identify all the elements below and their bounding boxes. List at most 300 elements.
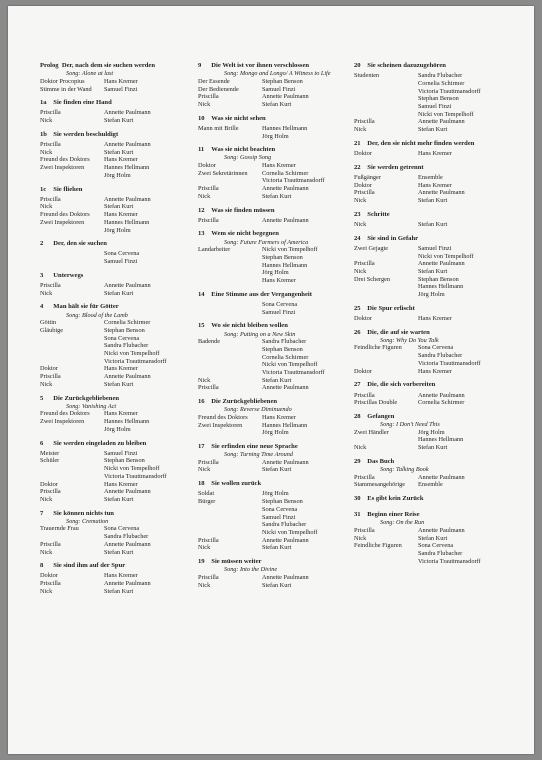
role-name xyxy=(354,291,418,299)
cast-row xyxy=(198,582,354,590)
actor-name: Stefan Kurt xyxy=(104,148,134,156)
scene-title: Sie sind in Gefahr xyxy=(367,234,419,242)
scene-heading xyxy=(198,558,354,566)
actor-name: Sona Cervena xyxy=(262,300,298,308)
actor-name: Annette Paulmann xyxy=(418,189,465,197)
scene-block xyxy=(198,322,354,392)
scene-title: Sie erfinden eine neue Sprache xyxy=(211,442,298,450)
role-name: Freund des Doktors xyxy=(40,410,90,418)
actor-name: Sandra Flubacher xyxy=(418,352,463,360)
role-name xyxy=(198,346,262,354)
actor-name: Annette Paulmann xyxy=(104,109,151,117)
song-title: Song: Cremation xyxy=(66,517,109,525)
cast-row xyxy=(354,436,524,444)
role-name: Doktor Procopius xyxy=(40,77,85,85)
scene-block xyxy=(198,480,354,552)
scene-number: 28 xyxy=(354,412,361,420)
role-name: Doktor xyxy=(354,314,372,322)
role-name: Doktor xyxy=(40,572,58,580)
cast-row xyxy=(40,290,196,298)
cast-row xyxy=(40,365,196,373)
cast-row xyxy=(354,474,524,482)
scene-number: 9 xyxy=(198,62,202,69)
cast-row xyxy=(354,315,524,323)
actor-name: Stefan Kurt xyxy=(262,100,292,108)
actor-name: Cornelia Schirmer xyxy=(418,399,465,407)
scene-title: Sie müssen weiter xyxy=(211,558,262,566)
actor-name: Annette Paulmann xyxy=(104,488,151,496)
scene-title: Was sie finden müssen xyxy=(211,206,275,214)
cast-row xyxy=(198,262,354,270)
cast-row xyxy=(354,253,524,261)
role-name: Priscilla xyxy=(198,458,219,466)
actor-name: Stephan Benson xyxy=(104,457,145,465)
cast-row xyxy=(354,344,524,352)
scene-title: Was sie nicht sehen xyxy=(211,114,266,122)
scene-title: Die, die auf sie warten xyxy=(367,328,430,336)
scene-heading xyxy=(40,62,196,70)
cast-row xyxy=(198,338,354,346)
actor-name: Victoria Trauttmansdorff xyxy=(262,177,325,185)
scene-title: Die Welt ist vor ihnen verschlossen xyxy=(211,62,310,69)
cast-row xyxy=(198,537,354,545)
cast-row xyxy=(354,481,524,489)
scene-number: 18 xyxy=(198,480,205,488)
scene-title: Sie sind ihm auf der Spur xyxy=(53,562,126,570)
scene-title: Der, den sie suchen xyxy=(53,240,107,248)
actor-name: Hans Kremer xyxy=(104,77,138,85)
role-name xyxy=(40,227,104,235)
role-name: Priscilla xyxy=(354,527,375,535)
cast-row xyxy=(40,342,196,350)
actor-name: Annette Paulmann xyxy=(418,260,465,268)
scene-heading xyxy=(354,235,524,243)
actor-name: Cornelia Schirmer xyxy=(418,79,465,87)
cast-row xyxy=(198,422,354,430)
cast-row xyxy=(198,529,354,537)
scene-block xyxy=(40,562,196,595)
scene-heading xyxy=(40,272,196,280)
cast-row xyxy=(198,414,354,422)
scene-title: Sie finden eine Hand xyxy=(53,99,112,107)
role-name xyxy=(354,352,418,360)
cast-row xyxy=(40,282,196,290)
role-name: Priscilla xyxy=(354,118,375,126)
role-name: Nick xyxy=(354,267,367,275)
scene-title: Schritte xyxy=(367,210,390,218)
cast-row xyxy=(198,309,354,317)
role-name xyxy=(354,253,418,261)
scene-block xyxy=(40,303,196,388)
cast-row xyxy=(198,429,354,437)
cast-row xyxy=(354,268,524,276)
cast-row xyxy=(40,426,196,434)
cast-row xyxy=(40,457,196,465)
actor-name: Stefan Kurt xyxy=(104,117,134,125)
role-name: Priscilla xyxy=(198,216,219,224)
scene-block xyxy=(354,413,524,452)
scene-number: 11 xyxy=(198,146,205,154)
role-name xyxy=(40,250,104,258)
cast-row xyxy=(40,78,196,86)
cast-row xyxy=(40,580,196,588)
cast-row xyxy=(354,368,524,376)
cast-row xyxy=(40,117,196,125)
scene-heading xyxy=(40,186,196,194)
song-title: Song: On the Run xyxy=(380,519,425,527)
scene-number: 8 xyxy=(40,562,44,570)
actor-name: Annette Paulmann xyxy=(262,573,309,581)
cast-row xyxy=(198,521,354,529)
role-name: Stammesangehörige xyxy=(354,481,406,489)
actor-name: Stephan Benson xyxy=(262,77,303,85)
scene-title: Sie werden getrennt xyxy=(367,163,424,171)
actor-name: Samuel Finzi xyxy=(104,449,138,457)
scene-title: Es gibt kein Zurück xyxy=(367,495,424,503)
actor-name: Ensemble xyxy=(418,173,443,181)
actor-name: Nicki von Tempelhoff xyxy=(418,252,474,260)
role-name xyxy=(354,111,418,119)
actor-name: Cornelia Schirmer xyxy=(262,353,309,361)
cast-row xyxy=(354,221,524,229)
scene-number: 1a xyxy=(40,99,47,107)
scene-number: 3 xyxy=(40,271,44,279)
role-name xyxy=(40,465,104,473)
cast-row xyxy=(354,72,524,80)
scene-block xyxy=(40,240,196,266)
actor-name: Sona Cervena xyxy=(104,334,140,342)
actor-name: Annette Paulmann xyxy=(104,580,151,588)
song-title: Song: Why Do You Talk xyxy=(380,336,439,344)
role-name: Stimme in der Wand xyxy=(40,85,92,93)
cast-row xyxy=(40,211,196,219)
role-name: Nick xyxy=(198,376,211,384)
scene-block xyxy=(354,458,524,489)
actor-name: Samuel Finzi xyxy=(262,85,296,93)
cast-row xyxy=(354,550,524,558)
actor-name: Hans Kremer xyxy=(418,150,452,158)
scene-block xyxy=(198,207,354,225)
role-name: Priscilla xyxy=(354,391,375,399)
scene-title: Sie fliehen xyxy=(53,185,83,193)
role-name: Freund des Doktors xyxy=(40,211,90,219)
role-name: Priscilla xyxy=(198,185,219,193)
role-name: Doktor xyxy=(198,162,216,170)
scene-block xyxy=(354,381,524,407)
actor-name: Hans Kremer xyxy=(104,211,138,219)
role-name: Priscilla xyxy=(40,141,61,149)
scene-title: Die Zurückgebliebenen xyxy=(211,398,278,406)
scene-block xyxy=(198,230,354,284)
cast-row xyxy=(40,358,196,366)
role-name: Nick xyxy=(198,581,211,589)
role-name xyxy=(198,369,262,377)
scene-number: 20 xyxy=(354,62,361,69)
song-title: Song: Into the Divine xyxy=(224,566,278,574)
actor-name: Annette Paulmann xyxy=(262,458,309,466)
cast-row xyxy=(198,466,354,474)
cast-row xyxy=(40,109,196,117)
cast-row xyxy=(354,111,524,119)
role-name: Nick xyxy=(198,192,211,200)
role-name: Priscilla xyxy=(40,282,61,290)
column-middle xyxy=(198,62,354,595)
scene-block xyxy=(40,186,196,235)
role-name: Zwei Inspektoren xyxy=(40,164,85,172)
cast-row xyxy=(198,101,354,109)
song-title: Song: Reverse Diminuendo xyxy=(224,406,292,414)
role-name: Zwei Inspektoren xyxy=(198,421,243,429)
scene-number: 25 xyxy=(354,304,361,312)
role-name: Priscilla xyxy=(354,189,375,197)
actor-name: Jörg Holm xyxy=(262,429,289,437)
role-name: Doktor xyxy=(40,365,58,373)
actor-name: Annette Paulmann xyxy=(262,384,309,392)
cast-row xyxy=(354,189,524,197)
actor-name: Victoria Trauttmansdorff xyxy=(418,359,481,367)
cast-row xyxy=(198,346,354,354)
scene-number: 4 xyxy=(40,303,44,311)
scene-number: 6 xyxy=(40,439,44,447)
role-name: Priscilla xyxy=(40,109,61,117)
role-name: Nick xyxy=(40,548,53,556)
cast-row xyxy=(354,103,524,111)
scene-number: 1c xyxy=(40,185,47,193)
role-name: Priscilla xyxy=(40,580,61,588)
cast-row xyxy=(354,558,524,566)
role-name: Priscilla xyxy=(354,473,375,481)
scene-block xyxy=(354,140,524,158)
actor-name: Ensemble xyxy=(418,481,443,489)
cast-row xyxy=(40,227,196,235)
actor-name: Jörg Holm xyxy=(418,428,445,436)
cast-row xyxy=(40,465,196,473)
scene-number: 2 xyxy=(40,240,44,248)
scene-heading xyxy=(198,146,354,154)
actor-name: Stefan Kurt xyxy=(262,466,292,474)
cast-row xyxy=(198,93,354,101)
cast-row xyxy=(354,118,524,126)
scene-number: 16 xyxy=(198,398,205,406)
role-name xyxy=(354,360,418,368)
cast-row xyxy=(354,88,524,96)
cast-row xyxy=(198,301,354,309)
cast-row xyxy=(354,527,524,535)
scene-number: 12 xyxy=(198,206,205,214)
scene-block xyxy=(40,131,196,180)
scene-number: 23 xyxy=(354,210,361,218)
cast-row xyxy=(198,544,354,552)
scene-block xyxy=(40,62,196,93)
role-name xyxy=(354,283,418,291)
scene-title: Was sie nicht beachten xyxy=(211,146,276,154)
song-title: Song: Alone at last xyxy=(66,70,114,78)
scene-heading xyxy=(198,322,354,330)
scene-number: 1b xyxy=(40,130,47,138)
role-name xyxy=(198,354,262,362)
actor-name: Jörg Holm xyxy=(104,171,131,179)
scene-heading xyxy=(354,62,524,70)
cast-row xyxy=(40,481,196,489)
actor-name: Hannes Hellmann xyxy=(262,261,308,269)
scene-heading xyxy=(40,303,196,311)
scene-block xyxy=(40,99,196,125)
scene-heading xyxy=(354,458,524,466)
role-name xyxy=(198,262,262,270)
cast-row xyxy=(198,361,354,369)
actor-name: Victoria Trauttmansdorff xyxy=(418,87,481,95)
actor-name: Samuel Finzi xyxy=(262,513,296,521)
role-name xyxy=(198,429,262,437)
role-name: Nick xyxy=(354,444,367,452)
scene-heading xyxy=(40,131,196,139)
role-name: Zwei Sekretärinnen xyxy=(198,169,248,177)
cast-row xyxy=(198,162,354,170)
scene-title: Die, die sich vorbereiten xyxy=(367,381,436,389)
actor-name: Nicki von Tempelhoff xyxy=(262,246,318,254)
role-name xyxy=(198,309,262,317)
song-title: Song: Gossip Song xyxy=(224,154,272,162)
role-name: Nick xyxy=(354,220,367,228)
actor-name: Jörg Holm xyxy=(262,132,289,140)
role-name: Fußgänger xyxy=(354,173,381,181)
cast-row xyxy=(354,291,524,299)
role-name xyxy=(198,133,262,141)
role-name: Priscilla xyxy=(40,488,61,496)
role-name xyxy=(354,80,418,88)
role-name xyxy=(40,342,104,350)
cast-row xyxy=(40,450,196,458)
actor-name: Hans Kremer xyxy=(104,365,138,373)
scene-title: Der, nach dem sie suchen werden xyxy=(61,62,156,69)
role-name xyxy=(198,277,262,285)
scene-number: 29 xyxy=(354,457,361,465)
cast-row xyxy=(40,319,196,327)
actor-name: Sandra Flubacher xyxy=(262,521,307,529)
cast-row xyxy=(198,170,354,178)
scene-title: Wo sie nicht bleiben wollen xyxy=(211,322,288,330)
role-name: Priscilla xyxy=(354,260,375,268)
actor-name: Sona Cervena xyxy=(418,542,454,550)
actor-name: Stefan Kurt xyxy=(104,548,134,556)
role-name: Nick xyxy=(198,544,211,552)
actor-name: Annette Paulmann xyxy=(262,185,309,193)
cast-row xyxy=(40,258,196,266)
scene-title: Sie können nichts tun xyxy=(53,509,114,517)
cast-row xyxy=(354,245,524,253)
scene-number: 17 xyxy=(198,442,205,450)
role-name: Der Bedienende xyxy=(198,85,239,93)
role-name xyxy=(354,558,418,566)
role-name: Zwei Inspektoren xyxy=(40,218,85,226)
cast-row xyxy=(40,203,196,211)
scene-heading xyxy=(198,207,354,215)
role-name: Badende xyxy=(198,338,221,346)
role-name: Priscillas Double xyxy=(354,399,398,407)
role-name: Freund des Doktors xyxy=(198,413,248,421)
song-title: Song: Turning Time Around xyxy=(224,451,293,459)
cast-row xyxy=(354,392,524,400)
actor-name: Sandra Flubacher xyxy=(262,338,307,346)
actor-name: Stefan Kurt xyxy=(262,376,292,384)
scene-number: 10 xyxy=(198,114,205,122)
actor-name: Hannes Hellmann xyxy=(262,124,308,132)
actor-name: Cornelia Schirmer xyxy=(104,319,151,327)
actor-name: Annette Paulmann xyxy=(104,195,151,203)
actor-name: Stephan Benson xyxy=(262,253,303,261)
role-name: Doktor xyxy=(354,181,372,189)
scene-title: Man hält sie für Götter xyxy=(53,303,119,311)
cast-row xyxy=(198,574,354,582)
scene-title: Gefangen xyxy=(367,412,395,420)
cast-row xyxy=(40,496,196,504)
actor-name: Jörg Holm xyxy=(418,291,445,299)
actor-name: Stephan Benson xyxy=(262,345,303,353)
cast-row xyxy=(354,260,524,268)
actor-name: Hans Kremer xyxy=(262,162,296,170)
actor-name: Annette Paulmann xyxy=(104,141,151,149)
cast-row xyxy=(354,429,524,437)
cast-row xyxy=(40,335,196,343)
song-title: Song: Putting on a New Skin xyxy=(224,330,296,338)
actor-name: Samuel Finzi xyxy=(418,244,452,252)
cast-row xyxy=(354,80,524,88)
scene-title: Das Buch xyxy=(367,457,395,465)
actor-name: Samuel Finzi xyxy=(262,308,296,316)
scene-heading xyxy=(198,115,354,123)
role-name: Der Essende xyxy=(198,77,230,85)
actor-name: Annette Paulmann xyxy=(262,93,309,101)
cast-row xyxy=(40,327,196,335)
actor-name: Annette Paulmann xyxy=(418,527,465,535)
cast-row xyxy=(354,174,524,182)
song-title: Song: Mongo and Longo/ A Witness to Life xyxy=(224,70,331,78)
actor-name: Stefan Kurt xyxy=(262,581,292,589)
scene-block xyxy=(40,395,196,434)
cast-row xyxy=(40,488,196,496)
actor-name: Hannes Hellmann xyxy=(262,421,308,429)
role-name: Nick xyxy=(354,534,367,542)
cast-row xyxy=(40,350,196,358)
song-title: Song: Vanishing Act xyxy=(66,402,117,410)
scene-title: Sie wollen zurück xyxy=(211,480,262,488)
cast-row xyxy=(40,572,196,580)
actor-name: Annette Paulmann xyxy=(104,540,151,548)
column-left xyxy=(40,62,196,602)
cast-row xyxy=(354,283,524,291)
scene-title: Sie werden beschuldigt xyxy=(53,130,119,138)
role-name: Priscilla xyxy=(198,384,219,392)
role-name: Nick xyxy=(40,203,53,211)
cast-row xyxy=(198,254,354,262)
actor-name: Hans Kremer xyxy=(418,181,452,189)
role-name: Drei Schergen xyxy=(354,275,391,283)
role-name xyxy=(354,436,418,444)
song-title: Song: Talking Book xyxy=(380,466,429,474)
role-name xyxy=(198,521,262,529)
actor-name: Jörg Holm xyxy=(262,269,289,277)
actor-name: Stefan Kurt xyxy=(262,192,292,200)
scene-heading xyxy=(198,230,354,238)
actor-name: Hans Kremer xyxy=(104,480,138,488)
actor-name: Victoria Trauttmansdorff xyxy=(262,368,325,376)
cast-row xyxy=(198,514,354,522)
scene-number: 26 xyxy=(354,328,361,336)
scene-title: Sie scheinen dazuzugehören xyxy=(367,62,446,69)
scene-title: Der, den sie nicht mehr finden werden xyxy=(367,139,475,147)
scene-block xyxy=(40,510,196,557)
cast-row xyxy=(354,399,524,407)
